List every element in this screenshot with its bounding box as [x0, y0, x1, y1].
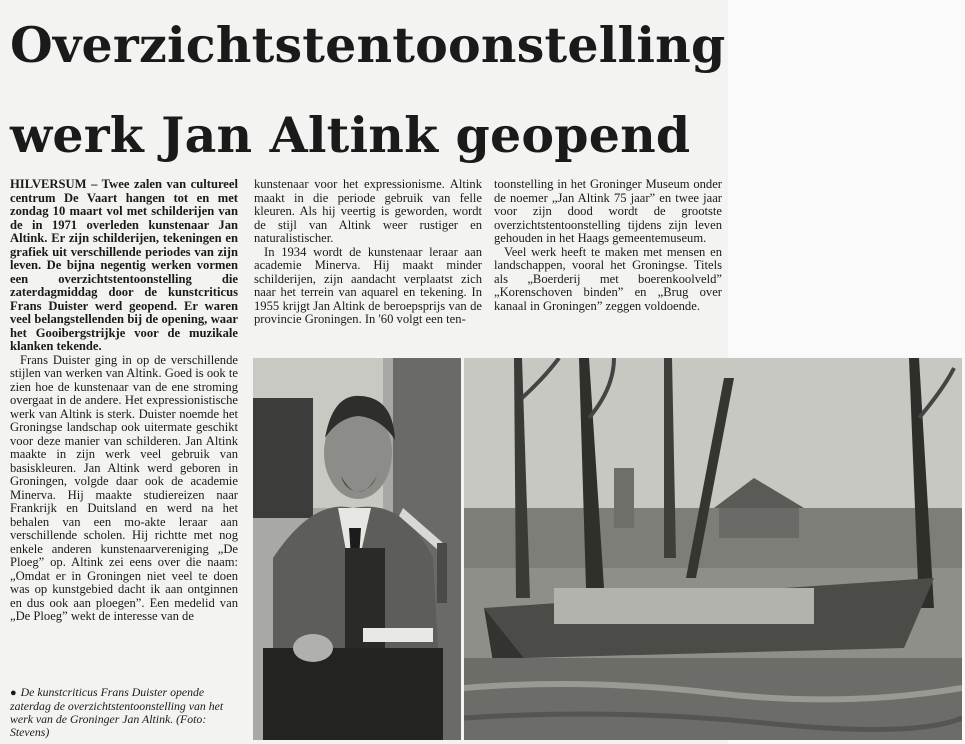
body-paragraph: Frans Duister ging in op de verschillende stijlen van werken van Altink. Goed is ook te zien hoe de kunstenaar van de ene stroming overgaat in de andere. Het expressionistische werk van Altink is sterk. Duister noemde het Groningse landschap ook uitermate geschikt voor deze manier van schilderen. Jan Altink maakte in zijn werk veel gebruik van basiskleuren. Jan Altink werd geboren in Groningen, volgde daar ook de academie Minerva. Hij maakte studiereizen naar Frankrijk en Duitsland en werd na het behalen van een mo-akte leraar aan verschillende scholen. Hij richtte met nog enkele anderen kunstenaarvereniging „De Ploeg” op. Altink zei eens over die naam: „Omdat er in Groningen niet veel te doen was op kunstgebied dacht ik aan ontginnen en dus ook aan ploegen”. Een medelid van „De Ploeg” wekt de interesse van de	[10, 352, 238, 623]
painting-photo	[464, 358, 962, 740]
body-paragraph: toonstelling in het Groninger Museum onder de noemer „Jan Altink 75 jaar” en twee jaar voor zijn dood wordt de grootste overzichtstentoonstelling tijdens zijn leven gehouden in het Haags gemeentemuseum.	[494, 177, 722, 245]
bullet-icon: ●	[10, 687, 17, 699]
headline-line-2: werk Jan Altink geopend	[10, 106, 691, 164]
speaker-photo	[253, 358, 461, 740]
body-paragraph: kunstenaar voor het expressionisme. Altink maakt in die periode gebruik van felle kleuren. Als hij veertig is geworden, wordt de stijl van Altink weer rustiger en naturalistischer.	[254, 177, 482, 245]
headline	[10, 0, 725, 180]
photo-caption	[10, 686, 240, 739]
caption-text: De kunstcriticus Frans Duister opende zaterdag de overzichtstentoonstelling van het werk van de Groninger Jan Altink. (Foto: Stevens)	[10, 685, 224, 739]
article-column-2	[254, 178, 482, 327]
lead-paragraph: HILVERSUM – Twee zalen van cultureel centrum De Vaart hangen tot en met zondag 10 maart vol met schilderijen van de in 1971 overleden kunstenaar Jan Altink. Er zijn schilderijen, tekeningen en grafiek uit verschillende periodes van zijn leven. De bijna negentig werken vormen een overzichtstentoonstelling die zaterdagmiddag door de kunstcriticus Frans Duister werd geopend. Er waren veel belangstellenden bij de opening, waar het Gooibergstrijkje voor de muzikale klanken tekende.	[10, 177, 238, 353]
article-column-1	[10, 178, 238, 624]
body-paragraph: Veel werk heeft te maken met mensen en landschappen, vooral het Groningse. Titels als „Boerderij met boerenkoolveld” „Korenschoven binden” en „Brug over kanaal in Groningen” zeggen voldoende.	[494, 244, 722, 313]
body-paragraph: In 1934 wordt de kunstenaar leraar aan academie Minerva. Hij maakt minder schilderijen, zijn aandacht verplaatst zich naar het terrein van aquarel en tekening. In 1955 krijgt Jan Altink de beroepsprijs van de provincie Groningen. In '60 volgt een ten-	[254, 244, 482, 326]
article-column-3	[494, 178, 722, 313]
headline-line-1: Overzichtstentoonstelling	[10, 16, 726, 74]
